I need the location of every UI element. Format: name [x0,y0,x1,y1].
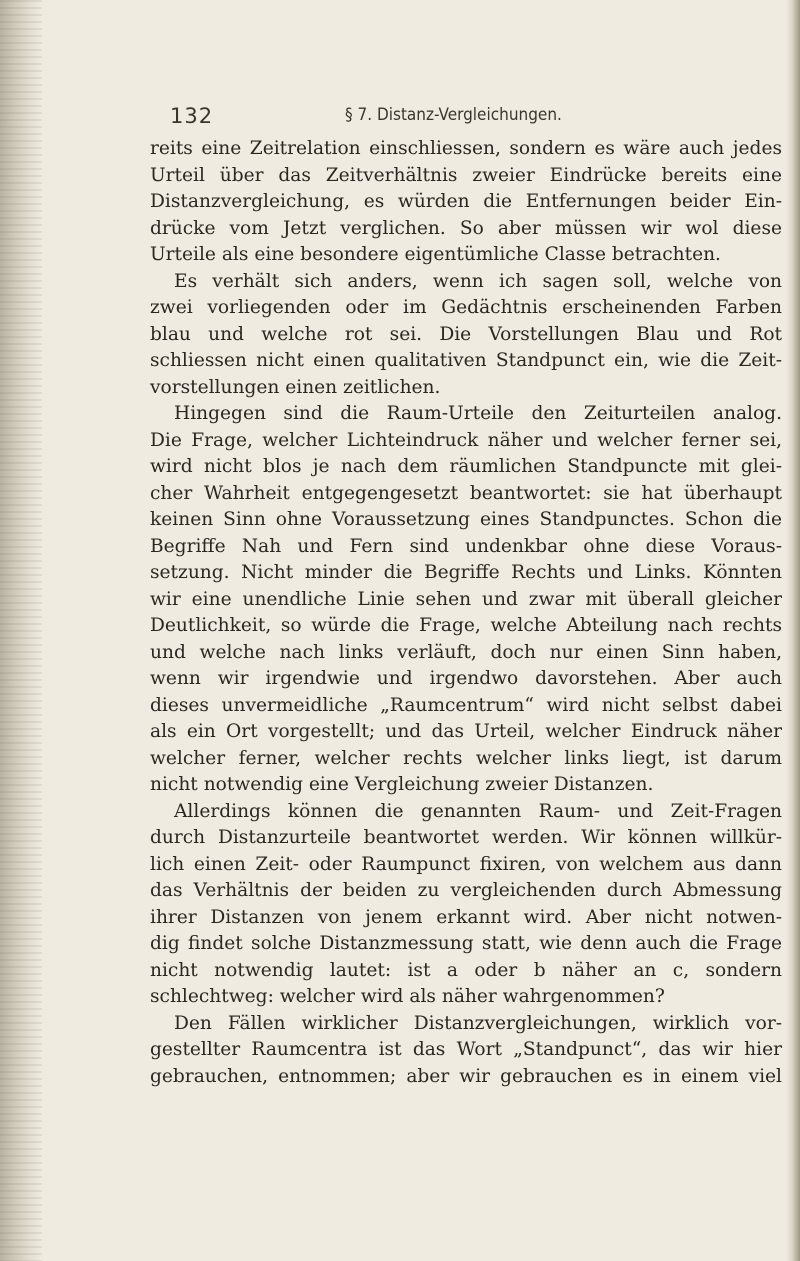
text-line: nicht notwendig eine Vergleichung zweier Distanzen. [150,774,654,795]
text-line: gestellter Raumcentra ist das Wort „Standpunct“, das wir hier [150,1039,782,1060]
text-line: ihrer Distanzen von jenem erkannt wird. Aber nicht notwen- [150,906,782,928]
text-line: durch Distanzurteile beantwortet werden. Wir können willkür- [150,827,782,848]
text-line: setzung. Nicht minder die Begriffe Rechts und Links. Könnten [150,562,782,583]
paragraph-first-line: Es verhält sich anders, wenn ich sagen soll, welche von [174,270,782,292]
paragraph-first-line: Den Fällen wirklicher Distanzvergleichungen, wirklich vor- [174,1012,782,1034]
text-line: drücke vom Jetzt verglichen. So aber müssen wir wol diese [150,217,782,239]
text-line: dieses unvermeidliche „Raumcentrum“ wird nicht selbst dabei [150,694,782,716]
text-line: Distanzvergleichung, es würden die Entfernungen beider Ein- [150,191,782,212]
text-line: gebrauchen, entnommen; aber wir gebrauchen es in einem viel [150,1065,782,1087]
text-line: zwei vorliegenden oder im Gedächtnis erscheinenden Farben [150,297,782,318]
text-line: Deutlichkeit, so würde die Frage, welche Abteilung nach rechts [150,615,782,636]
text-line: als ein Ort vorgestellt; und das Urteil, welcher Eindruck näher [150,721,782,742]
text-line: keinen Sinn ohne Voraussetzung eines Standpunctes. Schon die [150,509,782,530]
text-line: wir eine unendliche Linie sehen und zwar mit überall gleicher [150,588,782,610]
text-line: wenn wir irgendwie und irgendwo davorstehen. Aber auch [150,668,782,689]
text-line: welcher ferner, welcher rechts welcher links liegt, ist darum [150,747,782,769]
text-line: cher Wahrheit entgegengesetzt beantwortet: sie hat überhaupt [150,482,782,504]
text-line: reits eine Zeitrelation einschliessen, sondern es wäre auch jedes [150,138,782,159]
paragraph-first-line: Allerdings können die genannten Raum- und Zeit-Fragen [174,800,782,822]
page-number: 132 [170,104,214,128]
text-line: wird nicht blos je nach dem räumlichen Standpuncte mit glei- [150,456,782,477]
running-head [150,104,782,134]
text-line: Urteile als eine besondere eigentümliche Classe betrachten. [150,244,721,265]
text-line: nicht notwendig lautet: ist a oder b näher an c, sondern [150,959,782,981]
text-line: das Verhältnis der beiden zu vergleichenden durch Abmessung [150,880,782,901]
text-line: schliessen nicht einen qualitativen Standpunct ein, wie die Zeit- [150,350,782,371]
book-binding-gutter-left [0,0,42,1261]
book-page [150,104,782,1087]
paragraph-first-line: Hingegen sind die Raum-Urteile den Zeiturteilen analog. [174,403,782,424]
text-line: schlechtweg: welcher wird als näher wahrgenommen? [150,986,665,1007]
body-text [150,136,782,1090]
text-line: dig findet solche Distanzmessung statt, wie denn auch die Frage [150,933,782,954]
text-line: und welche nach links verläuft, doch nur einen Sinn haben, [150,641,782,663]
text-line: Begriffe Nah und Fern sind undenkbar ohne diese Voraus- [150,535,782,557]
page-edge-right [786,0,800,1261]
text-line: Die Frage, welcher Lichteindruck näher und welcher ferner sei, [150,429,782,451]
section-title: § 7. Distanz-Vergleichungen. [345,105,562,125]
text-line: Urteil über das Zeitverhältnis zweier Eindrücke bereits eine [150,164,782,186]
text-line: blau und welche rot sei. Die Vorstellungen Blau und Rot [150,323,782,345]
text-line: lich einen Zeit- oder Raumpunct fixiren, von welchem aus dann [150,853,782,875]
text-line: vorstellungen einen zeitlichen. [150,376,441,398]
